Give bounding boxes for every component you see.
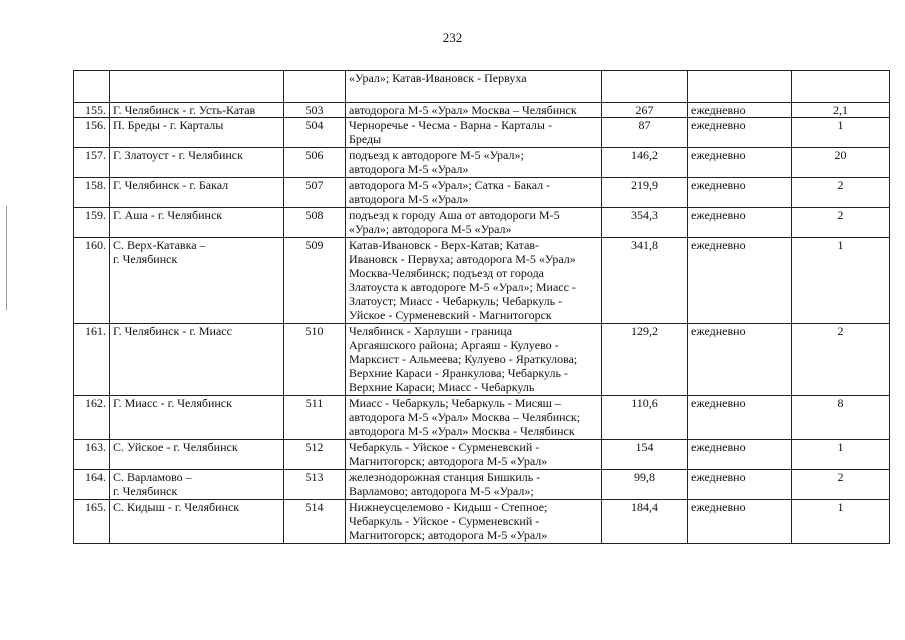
route-frequency: ежедневно [691,208,746,222]
route-trips: 1 [837,500,844,514]
cell-code [284,324,346,396]
path-line: Златоуста к автодороге М-5 «Урал»; Миасс - [349,280,576,294]
route-trips: 8 [837,396,844,410]
row-number: 162. [85,396,106,410]
path-line: Ивановск - Первуха; автодорога М-5 «Урал» [349,252,576,266]
route-distance: 354,3 [631,208,658,222]
cell-route [110,440,284,470]
cell-trips [792,440,890,470]
cell-distance [602,440,688,470]
cell-code [284,440,346,470]
cell-path [346,148,602,178]
cell-path [346,440,602,470]
cell-trips [792,500,890,544]
row-number: 163. [85,440,106,454]
cell-code [284,118,346,148]
route-code: 510 [305,324,324,338]
route-trips: 1 [837,440,844,454]
path-line: «Урал»; Катав-Ивановск - Первуха [349,71,527,85]
cell-code [284,238,346,324]
scan-margin-line [6,206,7,310]
route-distance: 129,2 [631,324,658,338]
path-line: подъезд к автодороге М-5 «Урал»; [349,148,524,162]
row-number: 164. [85,470,106,484]
cell-code [284,103,346,118]
path-line: Чебаркуль - Уйское - Сурменевский - [349,514,540,528]
path-line: автодорога М-5 «Урал»; Сатка - Бакал - [349,178,551,192]
route-distance: 87 [638,118,651,132]
cell-distance [602,500,688,544]
route-distance: 154 [635,440,654,454]
cell-frequency [688,178,792,208]
cell-path [346,324,602,396]
row-number: 159. [85,208,106,222]
route-line: г. Челябинск [113,484,178,498]
cell-trips [792,71,890,103]
cell-distance [602,470,688,500]
path-line: Златоуст; Миасс - Чебаркуль; Чебаркуль - [349,294,563,308]
route-line: Г. Миасс - г. Челябинск [113,396,232,410]
cell-frequency [688,238,792,324]
path-line: «Урал»; автодорога М-5 «Урал» [349,222,512,236]
route-frequency: ежедневно [691,238,746,252]
table-row [74,470,890,500]
cell-code [284,148,346,178]
cell-distance [602,71,688,103]
path-line: Верхние Караси; Миасс - Чебаркуль [349,380,535,394]
path-line: автодорога М-5 «Урал» [349,162,469,176]
table-row [74,324,890,396]
path-line: Варламово; автодорога М-5 «Урал»; [349,484,534,498]
cell-route [110,148,284,178]
cell-num [74,396,110,440]
cell-path [346,238,602,324]
cell-path [346,71,602,103]
route-trips: 2,1 [833,103,848,117]
cell-distance [602,238,688,324]
path-line: Москва-Челябинск; подъезд от города [349,266,545,280]
cell-trips [792,208,890,238]
cell-distance [602,118,688,148]
table-row [74,396,890,440]
cell-frequency [688,208,792,238]
cell-trips [792,103,890,118]
table-row [74,208,890,238]
route-line: Г. Челябинск - г. Усть-Катав [113,103,256,117]
row-number: 157. [85,148,106,162]
cell-distance [602,396,688,440]
path-line: автодорога М-5 «Урал» Москва – Челябинск; [349,410,581,424]
cell-path [346,178,602,208]
path-line: автодорога М-5 «Урал» Москва - Челябинск [349,424,575,438]
cell-num [74,103,110,118]
path-line: Черноречье - Чесма - Варна - Карталы - [349,118,552,132]
row-number: 160. [85,238,106,252]
cell-distance [602,208,688,238]
route-code: 506 [305,148,324,162]
path-line: Верхние Караси - Яранкулова; Чебаркуль - [349,366,568,380]
cell-frequency [688,118,792,148]
table-row [74,103,890,118]
cell-code [284,178,346,208]
route-frequency: ежедневно [691,148,746,162]
cell-distance [602,148,688,178]
cell-code [284,470,346,500]
table-row [74,148,890,178]
row-number: 156. [85,118,106,132]
cell-code [284,71,346,103]
route-trips: 1 [837,238,844,252]
route-line: Г. Аша - г. Челябинск [113,208,223,222]
cell-route [110,324,284,396]
route-code: 508 [305,208,324,222]
cell-num [74,71,110,103]
cell-path [346,396,602,440]
route-line: С. Варламово – [113,470,192,484]
path-line: железнодорожная станция Бишкиль - [349,470,541,484]
path-line: Марксист - Альмеева; Кулуево - Яраткулова; [349,352,578,366]
cell-num [74,118,110,148]
path-line: Магнитогорск; автодорога М-5 «Урал» [349,454,548,468]
cell-route [110,208,284,238]
page-number: 232 [442,30,463,45]
cell-path [346,500,602,544]
route-line: С. Верх-Катавка – [113,238,206,252]
cell-num [74,440,110,470]
table-row [74,178,890,208]
table-row [74,500,890,544]
continuation-row [74,71,890,103]
row-number: 155. [85,103,106,117]
cell-num [74,324,110,396]
route-code: 514 [305,500,324,514]
cell-num [74,178,110,208]
path-line: подъезд к городу Аша от автодороги М-5 [349,208,560,222]
cell-route [110,178,284,208]
route-frequency: ежедневно [691,103,746,117]
route-frequency: ежедневно [691,440,746,454]
route-line: Г. Челябинск - г. Миасс [113,324,232,338]
cell-path [346,208,602,238]
route-code: 511 [305,396,324,410]
route-trips: 2 [837,324,844,338]
route-trips: 20 [834,148,847,162]
route-line: П. Бреды - г. Карталы [113,118,224,132]
cell-route [110,103,284,118]
route-distance: 184,4 [631,500,658,514]
route-code: 503 [305,103,324,117]
cell-path [346,118,602,148]
route-frequency: ежедневно [691,500,746,514]
route-line: Г. Челябинск - г. Бакал [113,178,229,192]
cell-num [74,470,110,500]
cell-route [110,500,284,544]
cell-route [110,396,284,440]
route-distance: 341,8 [631,238,658,252]
route-line: С. Кидыш - г. Челябинск [113,500,240,514]
route-trips: 1 [837,118,844,132]
path-line: Катав-Ивановск - Верх-Катав; Катав- [349,238,540,252]
cell-frequency [688,500,792,544]
cell-distance [602,103,688,118]
route-code: 512 [305,440,324,454]
cell-code [284,396,346,440]
cell-frequency [688,148,792,178]
route-distance: 110,6 [631,396,658,410]
route-frequency: ежедневно [691,470,746,484]
cell-frequency [688,396,792,440]
path-line: Аргаяшского района; Аргаяш - Кулуево - [349,338,559,352]
table-row [74,238,890,324]
route-line: С. Уйское - г. Челябинск [113,440,238,454]
cell-frequency [688,440,792,470]
path-line: Миасс - Чебаркуль; Чебаркуль - Мисяш – [349,396,561,410]
cell-trips [792,118,890,148]
row-number: 165. [85,500,106,514]
route-distance: 267 [635,103,654,117]
cell-trips [792,396,890,440]
route-distance: 219,9 [631,178,658,192]
cell-path [346,103,602,118]
table-row [74,440,890,470]
table-row [74,118,890,148]
route-code: 509 [305,238,324,252]
route-trips: 2 [837,208,844,222]
routes-table [73,70,890,544]
path-line: Чебаркуль - Уйское - Сурменевский - [349,440,540,454]
route-code: 507 [305,178,324,192]
cell-distance [602,178,688,208]
route-trips: 2 [837,178,844,192]
route-frequency: ежедневно [691,396,746,410]
route-line: Г. Златоуст - г. Челябинск [113,148,243,162]
route-frequency: ежедневно [691,118,746,132]
cell-num [74,148,110,178]
cell-route [110,470,284,500]
route-code: 504 [305,118,324,132]
cell-route [110,238,284,324]
path-line: Уйское - Сурменевский - Магнитогорск [349,308,552,322]
path-line: Нижнеусцелемово - Кидыш - Степное; [349,500,548,514]
cell-distance [602,324,688,396]
route-code: 513 [305,470,324,484]
cell-frequency [688,470,792,500]
route-frequency: ежедневно [691,324,746,338]
path-line: Челябинск - Харлуши - граница [349,324,513,338]
route-distance: 146,2 [631,148,658,162]
cell-trips [792,148,890,178]
cell-num [74,208,110,238]
path-line: Магнитогорск; автодорога М-5 «Урал» [349,528,548,542]
route-trips: 2 [837,470,844,484]
cell-trips [792,178,890,208]
path-line: Бреды [349,132,382,146]
route-line: г. Челябинск [113,252,178,266]
cell-num [74,238,110,324]
route-frequency: ежедневно [691,178,746,192]
cell-frequency [688,71,792,103]
cell-route [110,118,284,148]
row-number: 161. [85,324,106,338]
route-distance: 99,8 [634,470,655,484]
cell-trips [792,238,890,324]
row-number: 158. [85,178,106,192]
cell-path [346,470,602,500]
path-line: автодорога М-5 «Урал» Москва – Челябинск [349,103,577,117]
cell-frequency [688,103,792,118]
cell-trips [792,470,890,500]
cell-code [284,208,346,238]
path-line: автодорога М-5 «Урал» [349,192,469,206]
cell-route [110,71,284,103]
cell-trips [792,324,890,396]
cell-frequency [688,324,792,396]
cell-num [74,500,110,544]
cell-code [284,500,346,544]
